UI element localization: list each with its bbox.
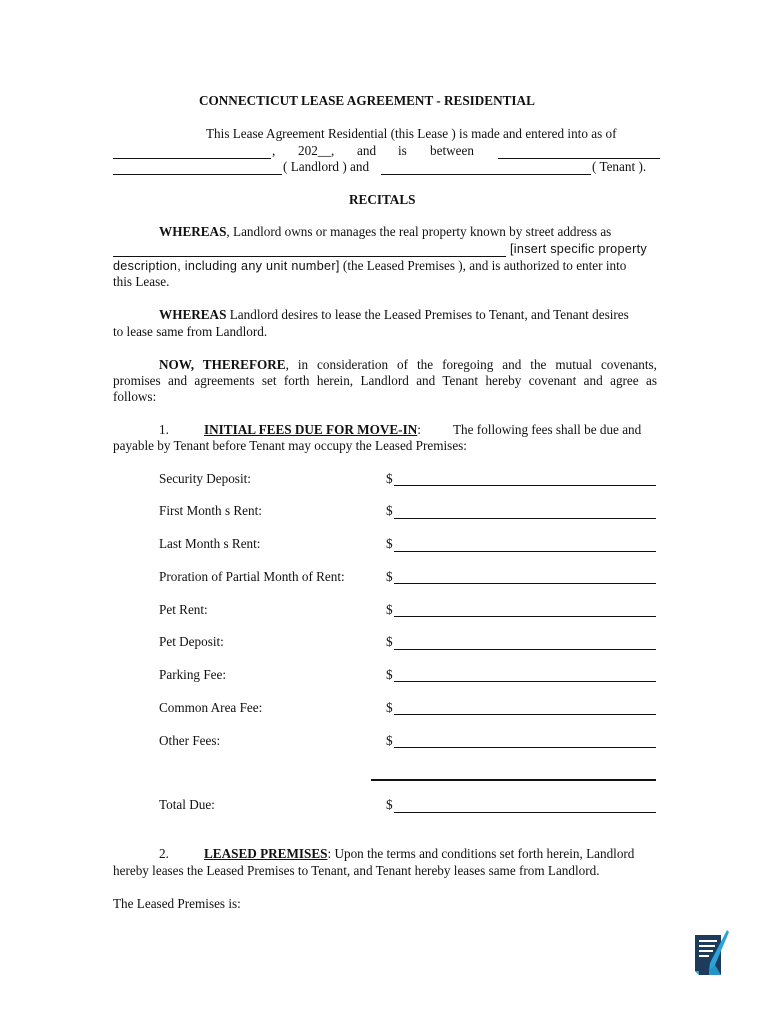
whereas-1-lead: WHEREAS (159, 224, 227, 239)
fee-label: Security Deposit: (159, 471, 251, 486)
dollar-sign: $ (386, 634, 393, 649)
recitals-heading: RECITALS (349, 192, 416, 207)
total-divider (371, 779, 656, 781)
now-therefore-line-1 (159, 357, 657, 373)
section-1-text: The following fees shall be due and (453, 422, 642, 437)
fee-label: Parking Fee: (159, 667, 227, 682)
leased-premises-is: The Leased Premises is: (113, 896, 241, 911)
dollar-sign: $ (386, 700, 393, 715)
now-therefore-line-2: promises and agreements set forth herein, Landlord and Tenant hereby covenant and agree as (113, 373, 657, 388)
fee-amount-blank[interactable] (394, 714, 656, 715)
document-title: CONNECTICUT LEASE AGREEMENT - RESIDENTIAL (199, 93, 535, 108)
fee-amount-blank[interactable] (394, 551, 656, 552)
now-therefore-lead: NOW, THEREFORE (159, 357, 286, 372)
dollar-sign: $ (386, 503, 393, 518)
whereas-1-text: , Landlord owns or manages the real property known by street address as (226, 224, 612, 239)
fee-label: Pet Rent: (159, 602, 208, 617)
now-therefore-line-3: follows: (113, 389, 157, 404)
fee-amount-blank[interactable] (394, 485, 656, 486)
dollar-sign: $ (386, 569, 393, 584)
whereas-2-line-1 (159, 307, 629, 323)
whereas-1-line-3-text: (the Leased Premises ), and is authorized to enter into (339, 258, 627, 273)
landlord-name-blank[interactable] (498, 146, 660, 159)
section-1-heading-wrap (204, 422, 421, 438)
intro-comma: , (272, 143, 276, 158)
fee-label: Last Month s Rent: (159, 536, 261, 551)
intro-landlord: ( Landlord ) and (283, 159, 370, 174)
section-2-line-1 (204, 846, 634, 862)
fee-label: Other Fees: (159, 733, 221, 748)
dollar-sign: $ (386, 733, 393, 748)
dollar-sign: $ (386, 667, 393, 682)
fee-amount-blank[interactable] (394, 681, 656, 682)
dollar-sign: $ (386, 797, 393, 812)
whereas-2-lead: WHEREAS (159, 307, 227, 322)
fee-amount-blank[interactable] (394, 583, 656, 584)
whereas-2-text: Landlord desires to lease the Leased Premises to Tenant, and Tenant desires (226, 307, 629, 322)
section-1-number: 1. (159, 422, 169, 437)
whereas-1-line-1 (159, 224, 611, 240)
logo-line-1 (699, 940, 717, 942)
dollar-sign: $ (386, 602, 393, 617)
fee-amount-blank[interactable] (394, 747, 656, 748)
intro-line-1: This Lease Agreement Residential (this Lease ) is made and entered into as of (206, 126, 617, 141)
logo-line-3 (699, 950, 713, 952)
logo-line-2 (699, 945, 715, 947)
fee-amount-blank[interactable] (394, 649, 656, 650)
section-2-heading: LEASED PREMISES (204, 846, 328, 861)
now-therefore-text: , in consideration of the foregoing and the mutual covenants, (285, 357, 657, 372)
dollar-sign: $ (386, 536, 393, 551)
tenant-name-blank[interactable] (381, 162, 591, 175)
intro-between: between (430, 143, 474, 158)
total-amount-blank[interactable] (394, 812, 656, 813)
whereas-1-line-4: this Lease. (113, 274, 170, 289)
logo-corner-fold (695, 971, 699, 975)
fee-label: Common Area Fee: (159, 700, 263, 715)
section-1-line-2: payable by Tenant before Tenant may occupy the Leased Premises: (113, 438, 467, 453)
section-2-text: : Upon the terms and conditions set forth herein, Landlord (327, 846, 635, 861)
insert-property-placeholder-1: [insert specific property (510, 242, 647, 256)
landlord-name-blank-2[interactable] (113, 162, 282, 175)
fee-amount-blank[interactable] (394, 616, 656, 617)
section-2-number: 2. (159, 846, 169, 861)
fee-label: Pet Deposit: (159, 634, 224, 649)
intro-and: and (357, 143, 377, 158)
logo-line-4 (699, 955, 709, 957)
section-2-line-2: hereby leases the Leased Premises to Tenant, and Tenant hereby leases same from Landlord. (113, 863, 600, 878)
total-label: Total Due: (159, 797, 215, 812)
intro-year: 202__, (298, 143, 335, 158)
date-blank[interactable] (113, 146, 271, 159)
intro-tenant: ( Tenant ). (592, 159, 647, 174)
property-address-blank[interactable] (113, 244, 506, 257)
intro-is: is (398, 143, 407, 158)
section-1-colon: : (417, 422, 421, 437)
whereas-2-line-2: to lease same from Landlord. (113, 324, 268, 339)
fee-label: First Month s Rent: (159, 503, 262, 518)
document-pen-icon (693, 929, 729, 979)
dollar-sign: $ (386, 471, 393, 486)
fee-label: Proration of Partial Month of Rent: (159, 569, 345, 584)
whereas-1-line-3 (113, 258, 626, 274)
section-1-heading: INITIAL FEES DUE FOR MOVE-IN (204, 422, 418, 437)
insert-property-placeholder-2: description, including any unit number] (113, 259, 340, 273)
fee-amount-blank[interactable] (394, 518, 656, 519)
